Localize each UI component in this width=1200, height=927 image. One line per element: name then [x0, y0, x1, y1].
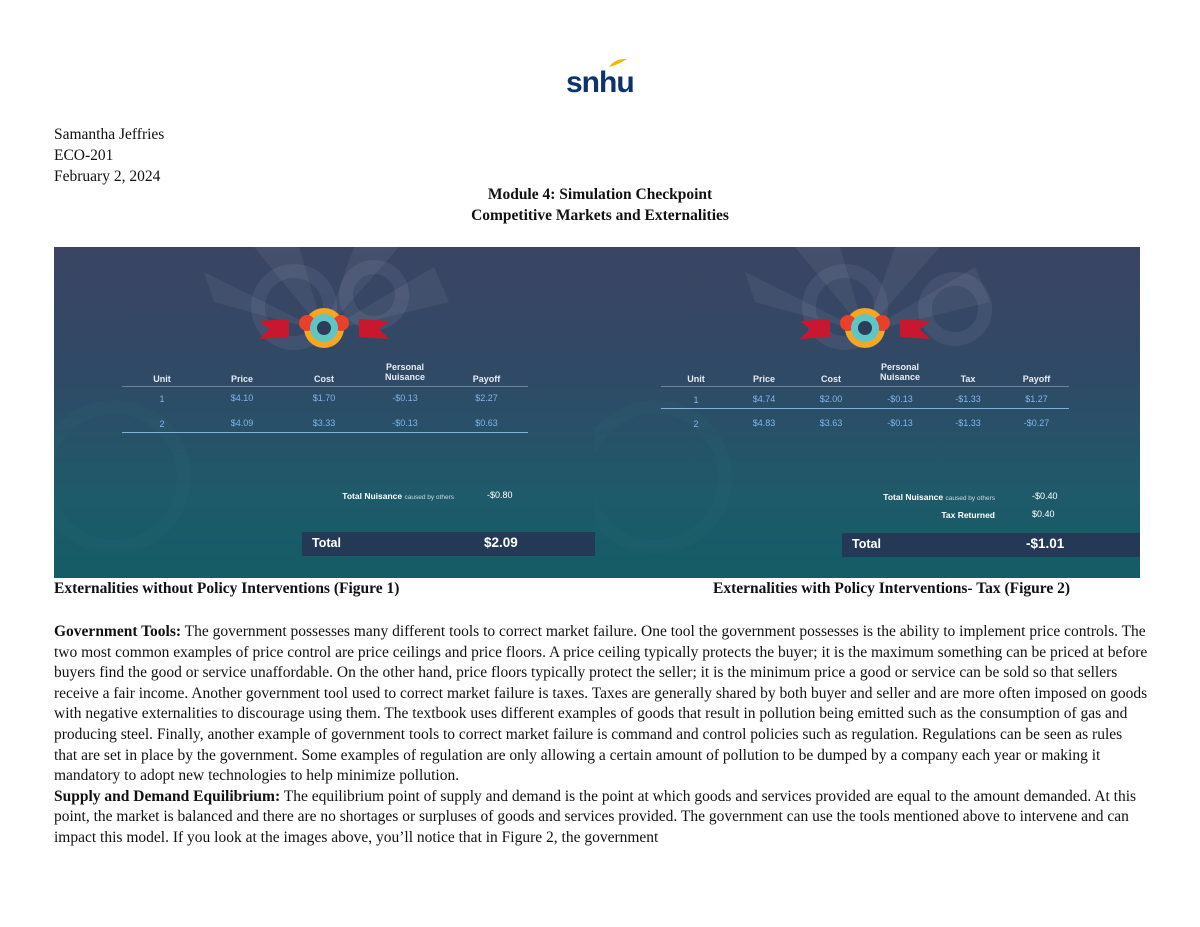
col-personal-nuisance: Personal Nuisance [879, 362, 921, 382]
table-cell: $1.27 [1025, 394, 1048, 404]
col-price: Price [752, 374, 776, 384]
heading-line-1: Module 4: Simulation Checkpoint [487, 186, 713, 203]
table-cell: 2 [159, 419, 165, 429]
gear-background-icon [595, 247, 1140, 578]
table-cell: $3.33 [312, 418, 336, 428]
table-cell: -$0.13 [392, 418, 418, 428]
total-nuisance-label: Total Nuisance caused by others [883, 492, 995, 502]
total-label: Total [852, 537, 881, 551]
figure-2-caption: Externalities with Policy Interventions- Tax (Figure 2) [713, 580, 1071, 597]
selected-row-rule [661, 408, 1069, 409]
col-tax: Tax [960, 374, 976, 384]
heading-line-2: Competitive Markets and Externalities [471, 207, 729, 224]
gear-background-icon [54, 247, 595, 578]
table-cell: -$1.33 [955, 418, 981, 428]
col-cost: Cost [821, 374, 841, 384]
table-cell: -$0.13 [887, 394, 913, 404]
paragraph-text: The government possesses many different tools to correct market failure. One tool the government possesses is the ability to implement price controls. The two most common examples of price control are price ceilings and price floors. A price ceiling typically protects the buyer; it is the maximum something can be priced at before buyers find the good or service unaffordable. On the other hand, price floors typically protect the seller; it is the minimum price a good or service can be sold so that sellers receive a fair income. Another government tool used to correct market failure is taxes. Taxes are generally shared by both buyer and seller and are more often imposed on goods with negative externalities to discourage using them. The textbook uses different examples of goods that result in pollution being emitted such as the consumption of gas and producing steel. Finally, another example of government tools to correct market failure is command and control policies such as regulation. Regulations can be seen as rules that are set in place by the government. Some examples of regulation are only allowing a certain amount of pollution to be dumped by a company each year or making it mandatory to adopt new technologies to help minimize pollution. [54, 623, 1148, 785]
table-cell: 1 [693, 395, 699, 405]
table-cell: 2 [693, 419, 699, 429]
figure-1-caption: Externalities without Policy Interventions (Figure 1) [54, 580, 400, 597]
table-cell: -$0.27 [1023, 418, 1050, 428]
award-badge-icon [800, 303, 930, 353]
col-personal-nuisance: Personal Nuisance [384, 362, 426, 382]
document-date: February 2, 2024 [54, 168, 161, 185]
table-cell: $4.83 [752, 418, 776, 428]
header-rule [661, 386, 1069, 387]
figure-2-screenshot [595, 247, 1140, 578]
award-badge-icon [259, 303, 389, 353]
table-cell: $4.10 [230, 393, 254, 403]
total-value: $2.09 [484, 535, 518, 550]
table-cell: $3.63 [819, 418, 843, 428]
total-nuisance-value: -$0.80 [487, 490, 513, 500]
selected-row-rule [122, 432, 528, 433]
paragraph-text: The equilibrium point of supply and demand is the point at which goods and services provided are equal to the amount demanded. At this point, the market is balanced and there are no shortages or surpluses of goods and services provided. The government can use the tools mentioned above to intervene and can impact this model. If you look at the images above, you’ll notice that in Figure 2, the government [54, 787, 1137, 846]
total-bar [842, 533, 1140, 557]
header-rule [122, 386, 528, 387]
table-cell: 1 [159, 394, 165, 404]
logo-text: snhu [566, 66, 634, 99]
total-nuisance-value: -$0.40 [1032, 491, 1058, 501]
col-payoff: Payoff [472, 374, 501, 384]
col-price: Price [230, 374, 254, 384]
figure-1-screenshot [54, 247, 595, 578]
tax-returned-value: $0.40 [1032, 509, 1055, 519]
col-payoff: Payoff [1022, 374, 1051, 384]
table-cell: $2.00 [819, 394, 843, 404]
table-cell: -$1.33 [955, 394, 981, 404]
author-name: Samantha Jeffries [54, 126, 165, 143]
total-label: Total [312, 536, 341, 550]
col-cost: Cost [314, 374, 334, 384]
table-cell: -$0.13 [392, 393, 418, 403]
paragraph-heading: Supply and Demand Equilibrium: [54, 787, 281, 805]
snhu-logo [560, 54, 640, 104]
table-cell: $1.70 [312, 393, 336, 403]
total-value: -$1.01 [1026, 536, 1065, 551]
table-cell: $0.63 [475, 418, 498, 428]
col-unit: Unit [687, 374, 705, 384]
table-cell: -$0.13 [887, 418, 913, 428]
table-cell: $4.74 [752, 394, 776, 404]
body-text [54, 622, 1148, 849]
paragraph-government-tools [54, 622, 1148, 787]
col-unit: Unit [153, 374, 171, 384]
paragraph-equilibrium [54, 787, 1148, 849]
table-cell: $4.09 [230, 418, 254, 428]
total-nuisance-label: Total Nuisance caused by others [342, 491, 454, 501]
table-cell: $2.27 [475, 393, 498, 403]
course-code: ECO-201 [54, 147, 114, 164]
tax-returned-label: Tax Returned [941, 510, 995, 520]
total-bar [302, 532, 595, 556]
paragraph-heading: Government Tools: [54, 623, 182, 640]
document-meta [54, 124, 164, 187]
